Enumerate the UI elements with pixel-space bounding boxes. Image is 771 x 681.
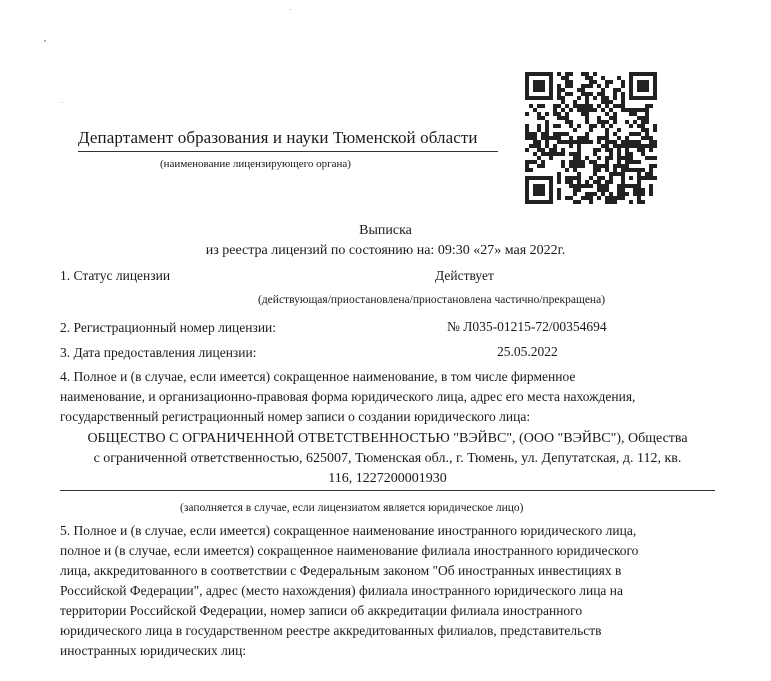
section4-heading-line: 4. Полное и (в случае, если имеется) сокращенное наименование, в том числе фирменное: [60, 369, 576, 384]
scan-speck: [44, 40, 46, 42]
status-value: Действует: [435, 268, 494, 283]
section5-line: юридического лица в государственном реестре аккредитованных филиалов, представительств: [60, 623, 602, 638]
organization-underline: [60, 490, 715, 491]
status-caption: (действующая/приостановлена/приостановлена частично/прекращена): [258, 294, 606, 306]
organization-line: с ограниченной ответственностью, 625007, Тюменская обл., г. Тюмень, ул. Депутатская, д. 112, кв.: [93, 451, 682, 466]
issue-date-value: 25.05.2022: [497, 344, 558, 359]
extract-subtitle: из реестра лицензий по состоянию на: 09:30 «27» мая 2022г.: [205, 243, 566, 258]
extract-title: Выписка: [359, 223, 412, 238]
section5-line: иностранных юридических лиц:: [60, 643, 247, 658]
section5-line: полное и (в случае, если имеется) сокращенное наименование филиала иностранного юридического: [60, 543, 639, 558]
scan-speck: [62, 102, 63, 103]
section4-heading-line: государственный регистрационный номер записи о создании юридического лица:: [60, 409, 531, 424]
registration-value: № Л035-01215-72/00354694: [447, 319, 607, 334]
section4-heading: [60, 367, 715, 427]
organization-line: 116, 1227200001930: [328, 471, 447, 486]
organization-line: ОБЩЕСТВО С ОГРАНИЧЕННОЙ ОТВЕТСТВЕННОСТЬЮ "ВЭЙВС", (ООО "ВЭЙВС"), Общества: [87, 431, 688, 446]
section4-heading-line: наименование, и организационно-правовая форма юридического лица, адрес его места нахождения,: [60, 389, 636, 404]
department-caption: (наименование лицензирующего органа): [160, 158, 351, 170]
section5-line: 5. Полное и (в случае, если имеется) сокращенное наименование иностранного юридического лица,: [60, 523, 637, 538]
organization-caption: (заполняется в случае, если лицензиатом является юридическое лицо): [180, 502, 524, 514]
organization-details: [60, 429, 715, 489]
section5-line: лица, аккредитованного в соответствии с Федеральным законом "Об иностранных инвестициях в: [60, 563, 622, 578]
section5-line: Российской Федерации", адрес (место нахождения) филиала иностранного юридического лица на: [60, 583, 624, 598]
issue-date-label: 3. Дата предоставления лицензии:: [60, 345, 257, 360]
status-label: 1. Статус лицензии: [60, 268, 171, 283]
department-underline: [78, 151, 498, 152]
department-title: Департамент образования и науки Тюменской области: [78, 128, 478, 147]
section5-line: территории Российской Федерации, номер записи об аккредитации филиала иностранного: [60, 603, 583, 618]
scan-speck: [290, 9, 291, 10]
section5-text: [60, 521, 715, 661]
qr-code-icon: [525, 72, 657, 204]
registration-label: 2. Регистрационный номер лицензии:: [60, 320, 277, 335]
